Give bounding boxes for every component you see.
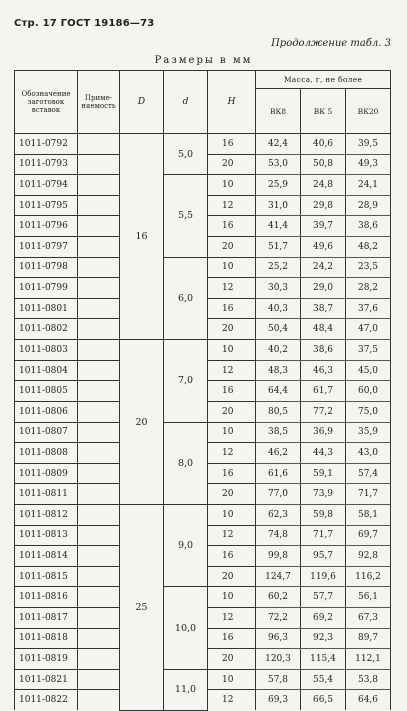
cell-code: 1011-0813 bbox=[15, 525, 78, 546]
cell-mass-vk20: 28,2 bbox=[346, 278, 391, 299]
cell-mass-vk8: 69,3 bbox=[256, 690, 301, 710]
cell-mass-vk8: 57,8 bbox=[256, 669, 301, 690]
cell-code: 1011-0797 bbox=[15, 237, 78, 258]
cell-mass-vk8: 30,3 bbox=[256, 278, 301, 299]
cell-applicability bbox=[78, 422, 120, 443]
cell-H: 10 bbox=[208, 257, 256, 278]
cell-code: 1011-0805 bbox=[15, 381, 78, 402]
cell-code: 1011-0793 bbox=[15, 154, 78, 175]
cell-mass-vk5: 48,4 bbox=[301, 319, 346, 340]
cell-mass-vk8: 46,2 bbox=[256, 443, 301, 464]
cell-applicability bbox=[78, 298, 120, 319]
cell-applicability bbox=[78, 360, 120, 381]
table-row bbox=[15, 504, 391, 525]
cell-mass-vk8: 40,2 bbox=[256, 340, 301, 361]
cell-mass-vk5: 66,5 bbox=[301, 690, 346, 710]
cell-applicability bbox=[78, 216, 120, 237]
cell-D: 16 bbox=[120, 134, 164, 340]
dimensions-table bbox=[14, 70, 391, 711]
cell-mass-vk8: 64,4 bbox=[256, 381, 301, 402]
cell-applicability bbox=[78, 443, 120, 464]
cell-mass-vk5: 46,3 bbox=[301, 360, 346, 381]
cell-code: 1011-0802 bbox=[15, 319, 78, 340]
cell-mass-vk8: 51,7 bbox=[256, 237, 301, 258]
header-applicability: Приме- няемость bbox=[78, 71, 120, 134]
cell-mass-vk20: 69,7 bbox=[346, 525, 391, 546]
cell-applicability bbox=[78, 175, 120, 196]
cell-code: 1011-0799 bbox=[15, 278, 78, 299]
cell-mass-vk8: 50,4 bbox=[256, 319, 301, 340]
cell-mass-vk20: 116,2 bbox=[346, 566, 391, 587]
cell-d: 5,0 bbox=[164, 134, 208, 175]
cell-mass-vk5: 24,2 bbox=[301, 257, 346, 278]
cell-code: 1011-0818 bbox=[15, 628, 78, 649]
cell-applicability bbox=[78, 649, 120, 670]
cell-mass-vk8: 124,7 bbox=[256, 566, 301, 587]
cell-code: 1011-0795 bbox=[15, 195, 78, 216]
cell-mass-vk20: 37,5 bbox=[346, 340, 391, 361]
cell-H: 16 bbox=[208, 381, 256, 402]
cell-applicability bbox=[78, 134, 120, 155]
cell-applicability bbox=[78, 237, 120, 258]
cell-mass-vk8: 62,3 bbox=[256, 504, 301, 525]
cell-code: 1011-0792 bbox=[15, 134, 78, 155]
cell-code: 1011-0812 bbox=[15, 504, 78, 525]
cell-H: 12 bbox=[208, 525, 256, 546]
cell-applicability bbox=[78, 401, 120, 422]
page-header: Стр. 17 ГОСТ 19186—73 bbox=[14, 18, 155, 29]
cell-H: 16 bbox=[208, 298, 256, 319]
header-mass-vk20: ВК20 bbox=[346, 89, 391, 134]
cell-d: 9,0 bbox=[164, 504, 208, 586]
cell-mass-vk8: 96,3 bbox=[256, 628, 301, 649]
cell-d: 6,0 bbox=[164, 257, 208, 339]
cell-applicability bbox=[78, 381, 120, 402]
table-row bbox=[15, 422, 391, 443]
cell-mass-vk8: 60,2 bbox=[256, 587, 301, 608]
cell-H: 10 bbox=[208, 175, 256, 196]
cell-code: 1011-0815 bbox=[15, 566, 78, 587]
cell-mass-vk5: 36,9 bbox=[301, 422, 346, 443]
cell-H: 20 bbox=[208, 237, 256, 258]
cell-applicability bbox=[78, 525, 120, 546]
cell-mass-vk20: 57,4 bbox=[346, 463, 391, 484]
cell-H: 10 bbox=[208, 669, 256, 690]
cell-mass-vk5: 73,9 bbox=[301, 484, 346, 505]
table-row bbox=[15, 257, 391, 278]
cell-mass-vk8: 74,8 bbox=[256, 525, 301, 546]
cell-H: 12 bbox=[208, 278, 256, 299]
cell-d: 11,0 bbox=[164, 669, 208, 710]
cell-d: 7,0 bbox=[164, 340, 208, 422]
cell-code: 1011-0808 bbox=[15, 443, 78, 464]
cell-applicability bbox=[78, 587, 120, 608]
cell-H: 10 bbox=[208, 504, 256, 525]
cell-H: 16 bbox=[208, 628, 256, 649]
cell-code: 1011-0819 bbox=[15, 649, 78, 670]
cell-code: 1011-0814 bbox=[15, 546, 78, 567]
cell-D: 25 bbox=[120, 504, 164, 710]
cell-mass-vk5: 57,7 bbox=[301, 587, 346, 608]
cell-mass-vk20: 43,0 bbox=[346, 443, 391, 464]
cell-applicability bbox=[78, 257, 120, 278]
cell-mass-vk20: 28,9 bbox=[346, 195, 391, 216]
header-code: Обозначение заготовок вставок bbox=[15, 71, 78, 134]
cell-mass-vk20: 71,7 bbox=[346, 484, 391, 505]
table-row bbox=[15, 669, 391, 690]
cell-mass-vk5: 44,3 bbox=[301, 443, 346, 464]
table-row bbox=[15, 340, 391, 361]
cell-mass-vk8: 61,6 bbox=[256, 463, 301, 484]
cell-mass-vk5: 29,0 bbox=[301, 278, 346, 299]
header-D: D bbox=[120, 71, 164, 134]
cell-mass-vk20: 45,0 bbox=[346, 360, 391, 381]
cell-mass-vk20: 49,3 bbox=[346, 154, 391, 175]
cell-mass-vk8: 25,2 bbox=[256, 257, 301, 278]
cell-code: 1011-0821 bbox=[15, 669, 78, 690]
cell-mass-vk20: 75,0 bbox=[346, 401, 391, 422]
cell-mass-vk20: 47,0 bbox=[346, 319, 391, 340]
header-mass-group: Масса, г, не более bbox=[256, 71, 391, 89]
cell-code: 1011-0816 bbox=[15, 587, 78, 608]
cell-code: 1011-0809 bbox=[15, 463, 78, 484]
table-row bbox=[15, 587, 391, 608]
cell-code: 1011-0822 bbox=[15, 690, 78, 710]
cell-mass-vk20: 112,1 bbox=[346, 649, 391, 670]
cell-H: 12 bbox=[208, 360, 256, 381]
cell-mass-vk5: 95,7 bbox=[301, 546, 346, 567]
cell-mass-vk20: 23,5 bbox=[346, 257, 391, 278]
cell-applicability bbox=[78, 154, 120, 175]
header-mass-vk5: ВК 5 bbox=[301, 89, 346, 134]
cell-mass-vk5: 119,6 bbox=[301, 566, 346, 587]
cell-mass-vk20: 53,8 bbox=[346, 669, 391, 690]
cell-applicability bbox=[78, 690, 120, 710]
cell-applicability bbox=[78, 319, 120, 340]
cell-mass-vk20: 60,0 bbox=[346, 381, 391, 402]
cell-mass-vk20: 58,1 bbox=[346, 504, 391, 525]
cell-code: 1011-0817 bbox=[15, 608, 78, 629]
cell-applicability bbox=[78, 628, 120, 649]
cell-mass-vk8: 42,4 bbox=[256, 134, 301, 155]
cell-mass-vk20: 24,1 bbox=[346, 175, 391, 196]
units-caption: Размеры в мм bbox=[154, 55, 253, 66]
cell-mass-vk5: 38,7 bbox=[301, 298, 346, 319]
cell-mass-vk8: 41,4 bbox=[256, 216, 301, 237]
cell-applicability bbox=[78, 340, 120, 361]
cell-H: 12 bbox=[208, 690, 256, 710]
cell-H: 20 bbox=[208, 566, 256, 587]
cell-applicability bbox=[78, 278, 120, 299]
cell-d: 5,5 bbox=[164, 175, 208, 257]
cell-mass-vk5: 29,8 bbox=[301, 195, 346, 216]
cell-mass-vk20: 56,1 bbox=[346, 587, 391, 608]
cell-H: 12 bbox=[208, 195, 256, 216]
cell-code: 1011-0798 bbox=[15, 257, 78, 278]
table-body bbox=[15, 134, 391, 711]
cell-mass-vk5: 55,4 bbox=[301, 669, 346, 690]
cell-mass-vk5: 77,2 bbox=[301, 401, 346, 422]
cell-mass-vk20: 38,6 bbox=[346, 216, 391, 237]
cell-H: 12 bbox=[208, 608, 256, 629]
cell-mass-vk8: 25,9 bbox=[256, 175, 301, 196]
cell-mass-vk5: 49,6 bbox=[301, 237, 346, 258]
cell-mass-vk8: 120,3 bbox=[256, 649, 301, 670]
cell-code: 1011-0794 bbox=[15, 175, 78, 196]
table-row bbox=[15, 134, 391, 155]
cell-mass-vk20: 89,7 bbox=[346, 628, 391, 649]
cell-applicability bbox=[78, 608, 120, 629]
cell-d: 8,0 bbox=[164, 422, 208, 504]
cell-applicability bbox=[78, 195, 120, 216]
cell-mass-vk5: 24,8 bbox=[301, 175, 346, 196]
cell-H: 20 bbox=[208, 319, 256, 340]
cell-mass-vk8: 48,3 bbox=[256, 360, 301, 381]
cell-mass-vk8: 99,8 bbox=[256, 546, 301, 567]
header-H: H bbox=[208, 71, 256, 134]
cell-code: 1011-0804 bbox=[15, 360, 78, 381]
cell-mass-vk5: 92,3 bbox=[301, 628, 346, 649]
cell-mass-vk8: 38,5 bbox=[256, 422, 301, 443]
cell-H: 20 bbox=[208, 484, 256, 505]
cell-mass-vk5: 50,8 bbox=[301, 154, 346, 175]
cell-mass-vk20: 92,8 bbox=[346, 546, 391, 567]
cell-mass-vk5: 40,6 bbox=[301, 134, 346, 155]
cell-mass-vk5: 61,7 bbox=[301, 381, 346, 402]
cell-mass-vk8: 80,5 bbox=[256, 401, 301, 422]
cell-mass-vk8: 77,0 bbox=[256, 484, 301, 505]
header-d: d bbox=[164, 71, 208, 134]
cell-H: 16 bbox=[208, 134, 256, 155]
cell-H: 12 bbox=[208, 443, 256, 464]
cell-mass-vk20: 35,9 bbox=[346, 422, 391, 443]
cell-mass-vk5: 39,7 bbox=[301, 216, 346, 237]
cell-mass-vk5: 69,2 bbox=[301, 608, 346, 629]
cell-H: 10 bbox=[208, 340, 256, 361]
cell-H: 16 bbox=[208, 463, 256, 484]
cell-applicability bbox=[78, 463, 120, 484]
cell-code: 1011-0801 bbox=[15, 298, 78, 319]
cell-code: 1011-0807 bbox=[15, 422, 78, 443]
cell-H: 10 bbox=[208, 587, 256, 608]
cell-mass-vk20: 48,2 bbox=[346, 237, 391, 258]
cell-H: 10 bbox=[208, 422, 256, 443]
cell-mass-vk8: 31,0 bbox=[256, 195, 301, 216]
cell-mass-vk20: 64,6 bbox=[346, 690, 391, 710]
cell-mass-vk20: 67,3 bbox=[346, 608, 391, 629]
cell-applicability bbox=[78, 546, 120, 567]
cell-D: 20 bbox=[120, 340, 164, 505]
cell-H: 16 bbox=[208, 546, 256, 567]
table-row bbox=[15, 175, 391, 196]
cell-H: 20 bbox=[208, 154, 256, 175]
cell-applicability bbox=[78, 484, 120, 505]
cell-mass-vk8: 40,3 bbox=[256, 298, 301, 319]
cell-mass-vk5: 71,7 bbox=[301, 525, 346, 546]
cell-mass-vk8: 53,0 bbox=[256, 154, 301, 175]
cell-mass-vk5: 59,8 bbox=[301, 504, 346, 525]
table-continuation-note: Продолжение табл. 3 bbox=[271, 38, 391, 49]
cell-code: 1011-0806 bbox=[15, 401, 78, 422]
cell-code: 1011-0811 bbox=[15, 484, 78, 505]
cell-mass-vk8: 72,2 bbox=[256, 608, 301, 629]
cell-applicability bbox=[78, 669, 120, 690]
cell-d: 10,0 bbox=[164, 587, 208, 669]
cell-mass-vk20: 39,5 bbox=[346, 134, 391, 155]
cell-applicability bbox=[78, 504, 120, 525]
cell-mass-vk5: 38,6 bbox=[301, 340, 346, 361]
cell-code: 1011-0803 bbox=[15, 340, 78, 361]
cell-mass-vk5: 115,4 bbox=[301, 649, 346, 670]
cell-applicability bbox=[78, 566, 120, 587]
cell-code: 1011-0796 bbox=[15, 216, 78, 237]
cell-mass-vk20: 37,6 bbox=[346, 298, 391, 319]
cell-H: 20 bbox=[208, 649, 256, 670]
cell-H: 20 bbox=[208, 401, 256, 422]
header-mass-vk8: ВК8 bbox=[256, 89, 301, 134]
cell-H: 16 bbox=[208, 216, 256, 237]
cell-mass-vk5: 59,1 bbox=[301, 463, 346, 484]
